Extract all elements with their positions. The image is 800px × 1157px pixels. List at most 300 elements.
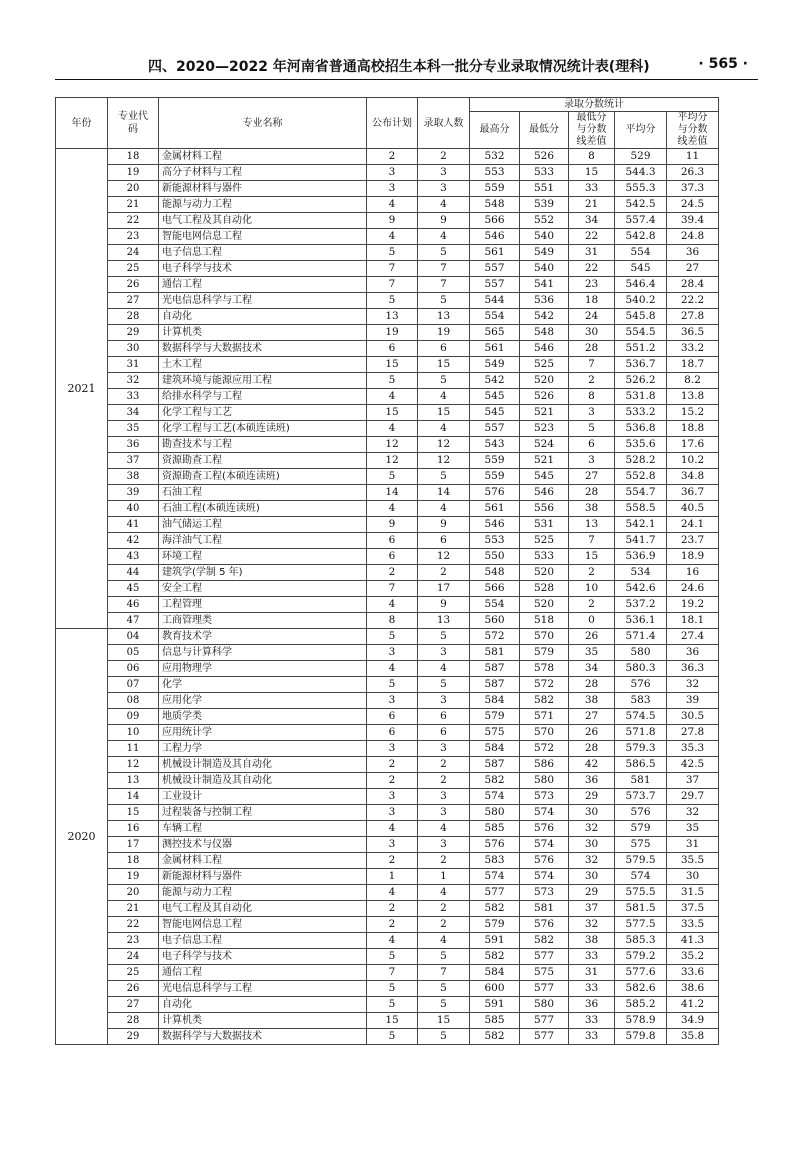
avg-score-diff-cell: 35.8: [667, 1029, 719, 1045]
min-score-cell: 546: [520, 341, 569, 357]
plan-count-cell: 2: [367, 149, 418, 165]
major-code-cell: 28: [108, 1013, 159, 1029]
major-code-cell: 35: [108, 421, 159, 437]
major-code-cell: 34: [108, 405, 159, 421]
major-code-cell: 11: [108, 741, 159, 757]
max-score-cell: 582: [470, 773, 520, 789]
min-score-cell: 539: [520, 197, 569, 213]
avg-score-diff-cell: 15.2: [667, 405, 719, 421]
table-row: [56, 181, 719, 197]
min-score-diff-cell: 27: [569, 469, 615, 485]
plan-count-cell: 4: [367, 933, 418, 949]
col-min-diff-header: 最低分与分数线差值: [569, 112, 615, 149]
min-score-diff-cell: 33: [569, 181, 615, 197]
major-name-cell: 电子信息工程: [159, 933, 367, 949]
plan-count-cell: 9: [367, 517, 418, 533]
major-code-cell: 44: [108, 565, 159, 581]
min-score-diff-cell: 34: [569, 661, 615, 677]
avg-score-cell: 579.3: [615, 741, 667, 757]
table-row: [56, 741, 719, 757]
avg-score-diff-cell: 41.2: [667, 997, 719, 1013]
min-score-cell: 533: [520, 165, 569, 181]
admitted-count-cell: 9: [418, 213, 470, 229]
table-row: [56, 789, 719, 805]
plan-count-cell: 5: [367, 997, 418, 1013]
table-row: [56, 389, 719, 405]
table-row: [56, 773, 719, 789]
table-row: [56, 661, 719, 677]
avg-score-cell: 528.2: [615, 453, 667, 469]
table-row: [56, 613, 719, 629]
min-score-diff-cell: 35: [569, 645, 615, 661]
avg-score-cell: 551.2: [615, 341, 667, 357]
admitted-count-cell: 4: [418, 197, 470, 213]
table-row: [56, 277, 719, 293]
max-score-cell: 532: [470, 149, 520, 165]
max-score-cell: 553: [470, 533, 520, 549]
avg-score-diff-cell: 10.2: [667, 453, 719, 469]
table-row: [56, 581, 719, 597]
table-row: [56, 917, 719, 933]
min-score-diff-cell: 30: [569, 325, 615, 341]
major-code-cell: 04: [108, 629, 159, 645]
min-score-diff-cell: 38: [569, 501, 615, 517]
admitted-count-cell: 14: [418, 485, 470, 501]
major-code-cell: 31: [108, 357, 159, 373]
min-score-cell: 581: [520, 901, 569, 917]
major-code-cell: 23: [108, 933, 159, 949]
avg-score-cell: 545: [615, 261, 667, 277]
admitted-count-cell: 7: [418, 965, 470, 981]
table-row: [56, 853, 719, 869]
table-row: [56, 309, 719, 325]
min-score-diff-cell: 37: [569, 901, 615, 917]
avg-score-diff-cell: 34.8: [667, 469, 719, 485]
max-score-cell: 546: [470, 229, 520, 245]
plan-count-cell: 4: [367, 197, 418, 213]
plan-count-cell: 3: [367, 741, 418, 757]
avg-score-diff-cell: 32: [667, 677, 719, 693]
min-score-cell: 577: [520, 981, 569, 997]
avg-score-cell: 531.8: [615, 389, 667, 405]
max-score-cell: 600: [470, 981, 520, 997]
max-score-cell: 574: [470, 869, 520, 885]
table-row: [56, 261, 719, 277]
table-row: [56, 629, 719, 645]
min-score-cell: 536: [520, 293, 569, 309]
max-score-cell: 584: [470, 965, 520, 981]
major-name-cell: 数据科学与大数据技术: [159, 341, 367, 357]
min-score-diff-cell: 28: [569, 677, 615, 693]
min-score-diff-cell: 7: [569, 533, 615, 549]
min-score-diff-cell: 2: [569, 373, 615, 389]
min-score-cell: 521: [520, 453, 569, 469]
avg-score-diff-cell: 35.3: [667, 741, 719, 757]
table-row: [56, 213, 719, 229]
avg-score-diff-cell: 30.5: [667, 709, 719, 725]
admitted-count-cell: 4: [418, 229, 470, 245]
avg-score-diff-cell: 31.5: [667, 885, 719, 901]
avg-score-diff-cell: 35: [667, 821, 719, 837]
admitted-count-cell: 7: [418, 277, 470, 293]
avg-score-cell: 540.2: [615, 293, 667, 309]
major-name-cell: 高分子材料与工程: [159, 165, 367, 181]
admitted-count-cell: 4: [418, 501, 470, 517]
min-score-cell: 531: [520, 517, 569, 533]
col-plan-header: 公布计划: [367, 98, 418, 149]
avg-score-cell: 542.6: [615, 581, 667, 597]
avg-score-cell: 579.8: [615, 1029, 667, 1045]
min-score-cell: 570: [520, 629, 569, 645]
avg-score-cell: 575.5: [615, 885, 667, 901]
avg-score-cell: 580: [615, 645, 667, 661]
max-score-cell: 557: [470, 261, 520, 277]
table-row: [56, 501, 719, 517]
major-name-cell: 应用化学: [159, 693, 367, 709]
admitted-count-cell: 12: [418, 453, 470, 469]
avg-score-cell: 542.1: [615, 517, 667, 533]
min-score-cell: 573: [520, 885, 569, 901]
min-score-cell: 572: [520, 741, 569, 757]
min-score-diff-cell: 33: [569, 1029, 615, 1045]
plan-count-cell: 5: [367, 469, 418, 485]
min-score-cell: 545: [520, 469, 569, 485]
avg-score-cell: 557.4: [615, 213, 667, 229]
admitted-count-cell: 13: [418, 309, 470, 325]
avg-score-diff-cell: 24.6: [667, 581, 719, 597]
min-score-cell: 520: [520, 373, 569, 389]
avg-score-cell: 544.3: [615, 165, 667, 181]
avg-score-cell: 579.2: [615, 949, 667, 965]
plan-count-cell: 13: [367, 309, 418, 325]
avg-score-diff-cell: 33.2: [667, 341, 719, 357]
avg-score-diff-cell: 23.7: [667, 533, 719, 549]
plan-count-cell: 8: [367, 613, 418, 629]
max-score-cell: 557: [470, 277, 520, 293]
max-score-cell: 548: [470, 565, 520, 581]
min-score-cell: 528: [520, 581, 569, 597]
min-score-diff-cell: 32: [569, 853, 615, 869]
min-score-cell: 582: [520, 693, 569, 709]
avg-score-diff-cell: 39: [667, 693, 719, 709]
admitted-count-cell: 4: [418, 933, 470, 949]
max-score-cell: 585: [470, 821, 520, 837]
col-min-header: 最低分: [520, 112, 569, 149]
major-name-cell: 海洋油气工程: [159, 533, 367, 549]
max-score-cell: 587: [470, 757, 520, 773]
major-code-cell: 22: [108, 213, 159, 229]
avg-score-cell: 577.5: [615, 917, 667, 933]
avg-score-cell: 576: [615, 805, 667, 821]
avg-score-diff-cell: 11: [667, 149, 719, 165]
table-row: [56, 245, 719, 261]
max-score-cell: 545: [470, 389, 520, 405]
avg-score-cell: 581: [615, 773, 667, 789]
max-score-cell: 582: [470, 949, 520, 965]
avg-score-diff-cell: 39.4: [667, 213, 719, 229]
min-score-cell: 520: [520, 597, 569, 613]
col-name-header: 专业名称: [159, 98, 367, 149]
table-row: [56, 645, 719, 661]
major-name-cell: 油气储运工程: [159, 517, 367, 533]
plan-count-cell: 7: [367, 277, 418, 293]
min-score-cell: 578: [520, 661, 569, 677]
avg-score-cell: 537.2: [615, 597, 667, 613]
max-score-cell: 549: [470, 357, 520, 373]
major-code-cell: 24: [108, 949, 159, 965]
min-score-cell: 576: [520, 917, 569, 933]
admitted-count-cell: 5: [418, 629, 470, 645]
admission-score-table: [55, 97, 719, 1045]
max-score-cell: 559: [470, 181, 520, 197]
min-score-diff-cell: 26: [569, 629, 615, 645]
table-row: [56, 869, 719, 885]
min-score-diff-cell: 27: [569, 709, 615, 725]
avg-score-diff-cell: 36.5: [667, 325, 719, 341]
table-row: [56, 821, 719, 837]
max-score-cell: 574: [470, 789, 520, 805]
admitted-count-cell: 5: [418, 245, 470, 261]
major-code-cell: 20: [108, 181, 159, 197]
admitted-count-cell: 3: [418, 789, 470, 805]
max-score-cell: 561: [470, 245, 520, 261]
major-name-cell: 机械设计制造及其自动化: [159, 773, 367, 789]
table-row: [56, 1013, 719, 1029]
major-name-cell: 土木工程: [159, 357, 367, 373]
avg-score-cell: 573.7: [615, 789, 667, 805]
min-score-cell: 551: [520, 181, 569, 197]
major-code-cell: 33: [108, 389, 159, 405]
min-score-diff-cell: 28: [569, 341, 615, 357]
min-score-cell: 542: [520, 309, 569, 325]
admitted-count-cell: 3: [418, 741, 470, 757]
table-row: [56, 197, 719, 213]
avg-score-diff-cell: 40.5: [667, 501, 719, 517]
table-row: [56, 949, 719, 965]
plan-count-cell: 4: [367, 597, 418, 613]
avg-score-diff-cell: 29.7: [667, 789, 719, 805]
avg-score-cell: 571.4: [615, 629, 667, 645]
major-name-cell: 环境工程: [159, 549, 367, 565]
page-title: 四、2020—2022 年河南省普通高校招生本科一批分专业录取情况统计表(理科): [148, 59, 650, 75]
admitted-count-cell: 5: [418, 469, 470, 485]
major-code-cell: 13: [108, 773, 159, 789]
table-row: [56, 405, 719, 421]
min-score-diff-cell: 23: [569, 277, 615, 293]
major-code-cell: 42: [108, 533, 159, 549]
admitted-count-cell: 17: [418, 581, 470, 597]
plan-count-cell: 4: [367, 501, 418, 517]
major-name-cell: 电气工程及其自动化: [159, 901, 367, 917]
table-row: [56, 533, 719, 549]
plan-count-cell: 4: [367, 389, 418, 405]
min-score-diff-cell: 8: [569, 389, 615, 405]
max-score-cell: 546: [470, 517, 520, 533]
max-score-cell: 575: [470, 725, 520, 741]
major-code-cell: 16: [108, 821, 159, 837]
major-code-cell: 40: [108, 501, 159, 517]
major-name-cell: 金属材料工程: [159, 853, 367, 869]
min-score-cell: 549: [520, 245, 569, 261]
plan-count-cell: 4: [367, 885, 418, 901]
max-score-cell: 566: [470, 213, 520, 229]
avg-score-cell: 533.2: [615, 405, 667, 421]
major-name-cell: 车辆工程: [159, 821, 367, 837]
major-name-cell: 化学工程与工艺: [159, 405, 367, 421]
plan-count-cell: 3: [367, 805, 418, 821]
avg-score-cell: 578.9: [615, 1013, 667, 1029]
table-row: [56, 565, 719, 581]
table-row: [56, 421, 719, 437]
major-code-cell: 19: [108, 165, 159, 181]
admitted-count-cell: 6: [418, 709, 470, 725]
min-score-cell: 574: [520, 869, 569, 885]
major-code-cell: 45: [108, 581, 159, 597]
avg-score-cell: 583: [615, 693, 667, 709]
plan-count-cell: 6: [367, 533, 418, 549]
admitted-count-cell: 5: [418, 949, 470, 965]
max-score-cell: 577: [470, 885, 520, 901]
major-name-cell: 工商管理类: [159, 613, 367, 629]
table-row: [56, 165, 719, 181]
major-code-cell: 24: [108, 245, 159, 261]
major-code-cell: 17: [108, 837, 159, 853]
major-name-cell: 建筑环境与能源应用工程: [159, 373, 367, 389]
max-score-cell: 554: [470, 597, 520, 613]
min-score-diff-cell: 33: [569, 1013, 615, 1029]
table-row: [56, 341, 719, 357]
admitted-count-cell: 6: [418, 533, 470, 549]
min-score-diff-cell: 3: [569, 453, 615, 469]
min-score-diff-cell: 28: [569, 741, 615, 757]
min-score-cell: 575: [520, 965, 569, 981]
major-name-cell: 工程力学: [159, 741, 367, 757]
major-name-cell: 智能电网信息工程: [159, 917, 367, 933]
major-code-cell: 12: [108, 757, 159, 773]
min-score-cell: 556: [520, 501, 569, 517]
avg-score-diff-cell: 41.3: [667, 933, 719, 949]
admitted-count-cell: 5: [418, 981, 470, 997]
max-score-cell: 566: [470, 581, 520, 597]
table-row: [56, 709, 719, 725]
header-rule: [55, 79, 758, 80]
min-score-diff-cell: 32: [569, 821, 615, 837]
avg-score-diff-cell: 27.8: [667, 725, 719, 741]
plan-count-cell: 4: [367, 661, 418, 677]
major-code-cell: 41: [108, 517, 159, 533]
plan-count-cell: 4: [367, 821, 418, 837]
admitted-count-cell: 5: [418, 1029, 470, 1045]
admitted-count-cell: 5: [418, 677, 470, 693]
min-score-cell: 574: [520, 837, 569, 853]
major-code-cell: 06: [108, 661, 159, 677]
avg-score-cell: 571.8: [615, 725, 667, 741]
min-score-cell: 576: [520, 853, 569, 869]
major-name-cell: 能源与动力工程: [159, 885, 367, 901]
max-score-cell: 584: [470, 693, 520, 709]
min-score-diff-cell: 38: [569, 693, 615, 709]
admitted-count-cell: 12: [418, 437, 470, 453]
min-score-diff-cell: 10: [569, 581, 615, 597]
min-score-cell: 541: [520, 277, 569, 293]
min-score-diff-cell: 8: [569, 149, 615, 165]
admitted-count-cell: 4: [418, 661, 470, 677]
major-name-cell: 计算机类: [159, 1013, 367, 1029]
avg-score-cell: 558.5: [615, 501, 667, 517]
table-row: [56, 357, 719, 373]
major-name-cell: 电气工程及其自动化: [159, 213, 367, 229]
plan-count-cell: 5: [367, 293, 418, 309]
min-score-diff-cell: 15: [569, 549, 615, 565]
avg-score-cell: 574: [615, 869, 667, 885]
col-admitted-header: 录取人数: [418, 98, 470, 149]
avg-score-cell: 582.6: [615, 981, 667, 997]
max-score-cell: 545: [470, 405, 520, 421]
avg-score-diff-cell: 36: [667, 245, 719, 261]
table-row: [56, 693, 719, 709]
avg-score-diff-cell: 18.7: [667, 357, 719, 373]
min-score-diff-cell: 13: [569, 517, 615, 533]
avg-score-diff-cell: 28.4: [667, 277, 719, 293]
admitted-count-cell: 2: [418, 853, 470, 869]
major-name-cell: 应用统计学: [159, 725, 367, 741]
avg-score-diff-cell: 35.5: [667, 853, 719, 869]
min-score-diff-cell: 26: [569, 725, 615, 741]
min-score-cell: 573: [520, 789, 569, 805]
major-code-cell: 29: [108, 325, 159, 341]
plan-count-cell: 3: [367, 165, 418, 181]
min-score-cell: 577: [520, 1029, 569, 1045]
plan-count-cell: 6: [367, 341, 418, 357]
major-code-cell: 09: [108, 709, 159, 725]
min-score-diff-cell: 15: [569, 165, 615, 181]
max-score-cell: 572: [470, 629, 520, 645]
plan-count-cell: 5: [367, 1029, 418, 1045]
avg-score-diff-cell: 27.4: [667, 629, 719, 645]
table-row: [56, 837, 719, 853]
avg-score-cell: 536.9: [615, 549, 667, 565]
min-score-diff-cell: 33: [569, 981, 615, 997]
avg-score-diff-cell: 8.2: [667, 373, 719, 389]
plan-count-cell: 2: [367, 565, 418, 581]
max-score-cell: 582: [470, 901, 520, 917]
min-score-diff-cell: 30: [569, 805, 615, 821]
min-score-cell: 521: [520, 405, 569, 421]
table-row: [56, 293, 719, 309]
table-row: [56, 677, 719, 693]
table-row: [56, 437, 719, 453]
major-code-cell: 25: [108, 965, 159, 981]
year-cell: 2021: [56, 149, 108, 629]
major-name-cell: 石油工程(本硕连读班): [159, 501, 367, 517]
min-score-diff-cell: 18: [569, 293, 615, 309]
table-row: [56, 469, 719, 485]
min-score-diff-cell: 30: [569, 869, 615, 885]
major-code-cell: 28: [108, 309, 159, 325]
avg-score-diff-cell: 33.6: [667, 965, 719, 981]
avg-score-cell: 536.7: [615, 357, 667, 373]
avg-score-diff-cell: 26.3: [667, 165, 719, 181]
avg-score-diff-cell: 31: [667, 837, 719, 853]
col-avg-diff-header: 平均分与分数线差值: [667, 112, 719, 149]
col-score-group-header: 录取分数统计: [470, 98, 719, 112]
admitted-count-cell: 1: [418, 869, 470, 885]
min-score-diff-cell: 29: [569, 885, 615, 901]
min-score-cell: 576: [520, 821, 569, 837]
major-code-cell: 21: [108, 197, 159, 213]
avg-score-cell: 554.5: [615, 325, 667, 341]
table-row: [56, 981, 719, 997]
